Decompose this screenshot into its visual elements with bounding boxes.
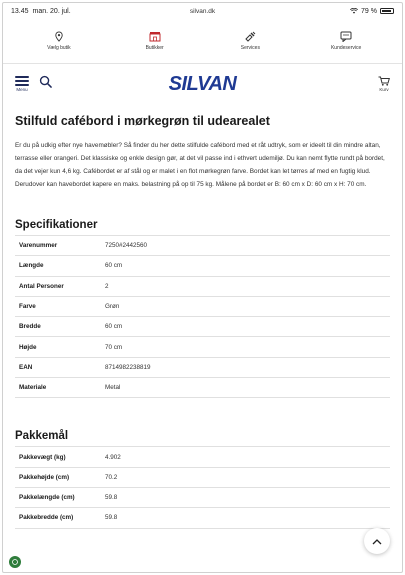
spec-value: 60 cm [105, 262, 123, 270]
spec-key: Pakkehøjde (cm) [19, 473, 70, 481]
specifications-table [15, 235, 390, 398]
table-row [15, 317, 390, 337]
url-bar[interactable]: silvan.dk [189, 7, 216, 15]
spec-value: Grøn [105, 303, 120, 311]
menu-label: Menu [16, 87, 28, 92]
search-button[interactable] [39, 75, 52, 93]
location-pin-icon [53, 31, 65, 42]
spec-key: Pakkevægt (kg) [19, 453, 66, 461]
shortcut-customer-service[interactable] [301, 31, 391, 59]
search-icon [39, 75, 52, 88]
product-content [3, 114, 402, 529]
specifications-heading: Specifikationer [15, 219, 98, 231]
table-row [15, 447, 390, 467]
status-date: man. 20. jul. [32, 7, 71, 15]
shortcut-bar [3, 19, 402, 59]
package-table [15, 446, 390, 528]
browser-frame [2, 2, 403, 573]
shortcut-choose-store[interactable] [14, 31, 104, 59]
silvan-logo[interactable]: SILVAN [168, 73, 237, 95]
hamburger-icon [15, 76, 29, 86]
status-bar [3, 3, 402, 19]
table-row [15, 468, 390, 488]
spec-key: Farve [19, 303, 36, 311]
spec-value: 8714982238819 [105, 363, 151, 371]
spec-value: 60 cm [105, 323, 123, 331]
site-header [3, 64, 402, 104]
table-row [15, 277, 390, 297]
package-dimensions-heading: Pakkemål [15, 430, 69, 443]
cart-label: Kurv [379, 87, 389, 92]
spec-key: Pakkebredde (cm) [19, 514, 74, 522]
spec-key: Varenummer [19, 242, 58, 250]
shortcut-stores[interactable] [110, 31, 200, 59]
chat-icon [340, 31, 352, 42]
services-icon [244, 31, 256, 42]
battery-percent: 79 % [361, 7, 377, 15]
shortcut-label: Kundeservice [330, 45, 362, 51]
shortcut-label: Services [240, 45, 260, 51]
shortcut-label: Vælg butik [47, 45, 71, 51]
table-row [15, 236, 390, 256]
spec-key: Højde [19, 343, 37, 351]
spec-key: Antal Personer [19, 282, 64, 290]
store-icon [149, 31, 161, 42]
menu-button[interactable] [15, 76, 29, 92]
leaf-icon [11, 558, 19, 566]
shortcut-services[interactable] [205, 31, 295, 59]
table-row [15, 488, 390, 508]
spec-value: Metal [105, 384, 121, 392]
table-row [15, 337, 390, 357]
wifi-icon [350, 8, 358, 14]
spec-key: Bredde [19, 323, 41, 331]
shortcut-label: Butikker [145, 45, 164, 51]
cookie-badge-icon[interactable] [9, 556, 21, 568]
scroll-to-top-button[interactable] [364, 528, 390, 554]
spec-value: 70.2 [105, 473, 118, 481]
cart-button[interactable] [378, 76, 390, 92]
spec-key: Pakkelængde (cm) [19, 494, 75, 502]
chevron-up-icon [372, 538, 382, 545]
table-row [15, 256, 390, 276]
table-row [15, 297, 390, 317]
battery-icon [380, 8, 394, 14]
spec-value: 70 cm [105, 343, 123, 351]
cart-icon [378, 76, 390, 86]
product-description: Er du på udkig efter nye havemøbler? Så finder du her dette stilfulde cafébord med et råt udtryk, som er ideelt til din mindre altan, terrasse eller orangeri. Det klassiske og enkle design gør, at det vil passe ind i ethvert udemiljø. Du kan nemt flytte rundt på bordet, da det vejer kun 4,6 kg. Cafébordet er af stål og er malet i en flot mørkegrøn farve. Bordet kan let tørres af med en fugtig klud. Derudover kan havebordet kapere en maks. belastning på op til 75 kg. Målene på bordet er B: 60 cm x D: 60 cm x H: 70 cm. [15, 142, 385, 188]
spec-value: 2 [105, 282, 109, 290]
spec-value: 7250#2442560 [105, 242, 148, 250]
table-row [15, 508, 390, 528]
table-row [15, 358, 390, 378]
spec-value: 59.8 [105, 494, 118, 502]
table-row [15, 378, 390, 398]
spec-value: 4.902 [105, 453, 121, 461]
spec-key: EAN [19, 363, 33, 371]
spec-key: Materiale [19, 384, 47, 392]
status-time: 13.45 [11, 7, 29, 15]
spec-value: 59.8 [105, 514, 118, 522]
spec-key: Længde [19, 262, 44, 270]
product-title: Stilfuld cafébord i mørkegrøn til udearealet [15, 114, 270, 128]
